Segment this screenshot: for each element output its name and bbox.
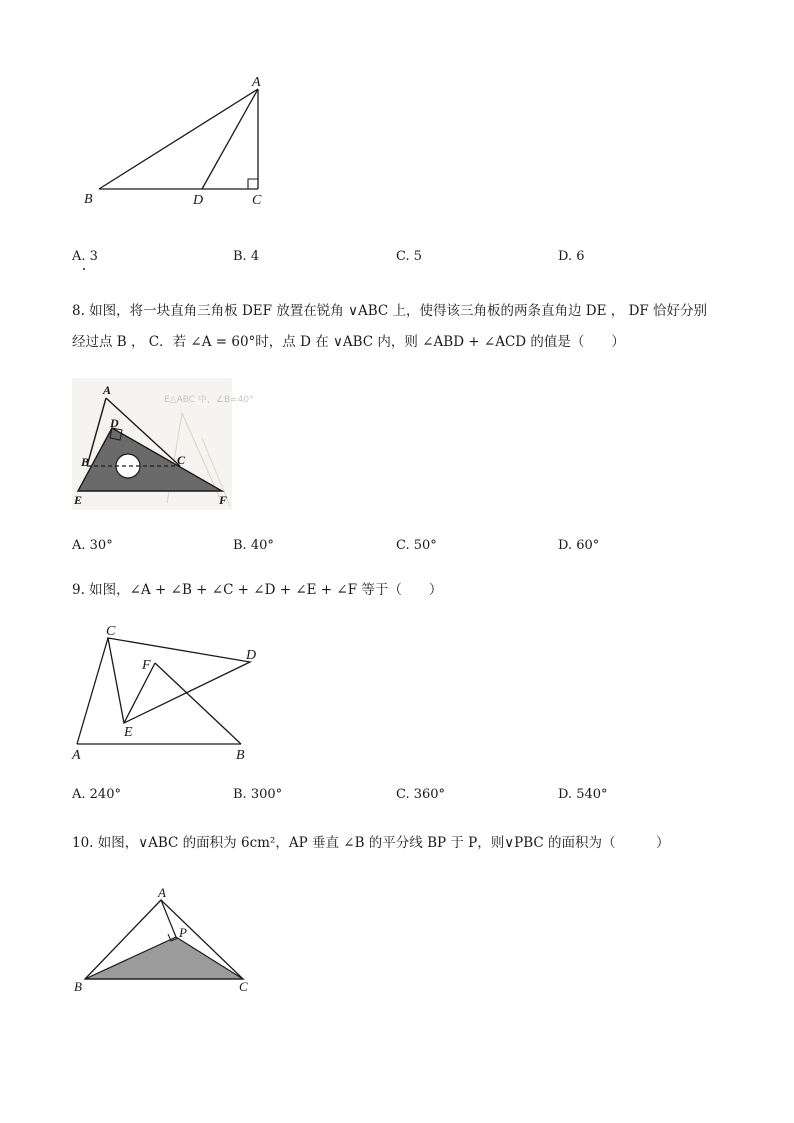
q9-option-c[interactable]: C. 360° [396,787,446,802]
q7-label-a: A [252,75,261,90]
q9-option-b[interactable]: B. 300° [233,787,283,802]
q8-label-f: F [219,493,228,507]
q7-label-b: B [84,192,93,207]
q9-label-f: F [142,658,151,673]
q8-label-a: A [103,383,112,397]
q9-label-a: A [72,748,81,763]
q8-photo-text: E△ABC 中，∠B=40° [164,395,254,405]
q10-label-a: A [158,885,166,900]
q9-label-e: E [124,725,133,740]
q7-label-d: D [193,193,204,208]
stray-dot [83,268,85,270]
q9-option-a[interactable]: A. 240° [72,787,121,802]
q8-label-d: D [110,416,119,430]
q8-label-c: C [177,453,186,467]
q8-text-line1: 8. 如图，将一块直角三角板 DEF 放置在锐角 ∨ABC 上，使得该三角板的两条直角边 DE ， DF 恰好分别 [72,303,708,319]
q10-label-p: P [179,925,187,940]
q10-label-c: C [239,979,248,994]
q7-option-a[interactable]: A. 3 [72,249,98,264]
q9-label-c: C [106,624,116,639]
q7-label-c: C [252,193,262,208]
q9-figure [66,615,276,765]
q8-option-b[interactable]: B. 40° [233,538,274,553]
q7-option-c[interactable]: C. 5 [396,249,423,264]
q8-text-line2: 经过点 B ， C．若 ∠A = 60°时，点 D 在 ∨ABC 内，则 ∠ABD + ∠ACD 的值是（ ） [72,334,625,350]
q9-text-line1: 9. 如图，∠A + ∠B + ∠C + ∠D + ∠E + ∠F 等于（ ） [72,582,443,598]
q10-figure [68,880,268,1000]
q10-label-b: B [74,979,82,994]
q7-figure [78,70,278,215]
q8-option-d[interactable]: D. 60° [558,538,600,553]
q9-option-d[interactable]: D. 540° [558,787,608,802]
q8-figure [72,378,254,510]
q8-label-e: E [74,493,83,507]
q8-label-b: B [81,455,90,469]
q7-option-b[interactable]: B. 4 [233,249,260,264]
q10-text-line1: 10. 如图，∨ABC 的面积为 6cm²，AP 垂直 ∠B 的平分线 BP 于 P，则∨PBC 的面积为（ ） [72,835,670,851]
q7-option-d[interactable]: D. 6 [558,249,585,264]
q9-label-d: D [246,648,257,663]
q9-label-b: B [236,748,245,763]
q8-option-c[interactable]: C. 50° [396,538,437,553]
q8-option-a[interactable]: A. 30° [72,538,113,553]
